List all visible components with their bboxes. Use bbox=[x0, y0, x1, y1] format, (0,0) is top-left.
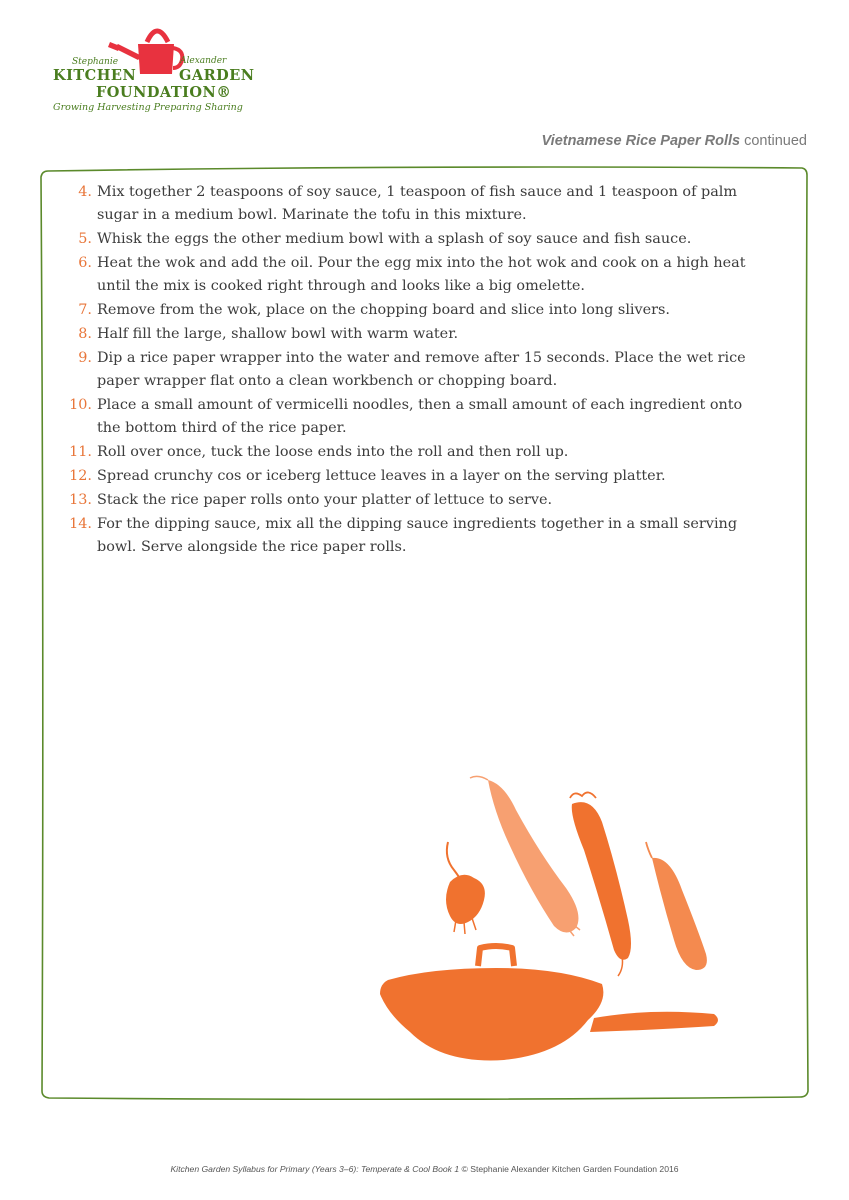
step-item bbox=[58, 347, 758, 393]
step-text: Heat the wok and add the oil. Pour the egg mix into the hot wok and cook on a high heat until the mix is cooked right through and looks like a big omelette. bbox=[97, 255, 746, 294]
step-number: 12. bbox=[69, 468, 92, 484]
page-footer bbox=[0, 1164, 849, 1174]
recipe-title: Vietnamese Rice Paper Rolls bbox=[541, 133, 741, 149]
step-number: 13. bbox=[69, 492, 92, 508]
step-item bbox=[58, 181, 758, 227]
step-text: Half fill the large, shallow bowl with warm water. bbox=[97, 326, 459, 342]
step-text: For the dipping sauce, mix all the dipping sauce ingredients together in a small serving bowl. Serve alongside the rice paper rolls. bbox=[97, 516, 738, 555]
logo-alexander: Alexander bbox=[180, 56, 227, 66]
recipe-continued: continued bbox=[744, 133, 807, 149]
footer-book-title: Kitchen Garden Syllabus for Primary (Years 3–6): Temperate & Cool Book 1 bbox=[170, 1164, 460, 1174]
foundation-logo bbox=[50, 22, 265, 122]
method-steps bbox=[58, 181, 758, 560]
step-text: Dip a rice paper wrapper into the water and remove after 15 seconds. Place the wet rice paper wrapper flat onto a clean workbench or chopping board. bbox=[97, 350, 746, 389]
step-text: Mix together 2 teaspoons of soy sauce, 1 teaspoon of fish sauce and 1 teaspoon of palm sugar in a medium bowl. Marinate the tofu in this mixture. bbox=[97, 184, 738, 223]
daikon-icon bbox=[470, 776, 580, 936]
step-item bbox=[58, 323, 758, 346]
carrot-icon bbox=[570, 792, 631, 976]
logo-tagline: Growing Harvesting Preparing Sharing bbox=[53, 102, 243, 113]
step-number: 8. bbox=[78, 326, 92, 342]
step-item bbox=[58, 228, 758, 251]
step-text: Spread crunchy cos or iceberg lettuce leaves in a layer on the serving platter. bbox=[97, 468, 666, 484]
step-number: 7. bbox=[78, 302, 92, 318]
logo-garden: GARDEN bbox=[179, 67, 255, 84]
step-item bbox=[58, 299, 758, 322]
step-text: Roll over once, tuck the loose ends into the roll and then roll up. bbox=[97, 444, 569, 460]
step-item bbox=[58, 513, 758, 559]
step-item bbox=[58, 394, 758, 440]
step-number: 11. bbox=[69, 444, 92, 460]
step-number: 10. bbox=[69, 397, 92, 413]
wok-icon bbox=[380, 946, 718, 1060]
footer-copyright: © Stephanie Alexander Kitchen Garden Foundation 2016 bbox=[461, 1164, 679, 1174]
step-text: Remove from the wok, place on the chopping board and slice into long slivers. bbox=[97, 302, 671, 318]
logo-kitchen: KITCHEN bbox=[53, 67, 137, 84]
logo-foundation: FOUNDATION® bbox=[96, 84, 232, 101]
step-number: 4. bbox=[78, 184, 92, 200]
step-text: Place a small amount of vermicelli noodles, then a small amount of each ingredient onto the bottom third of the rice paper. bbox=[97, 397, 743, 436]
herb-icon bbox=[446, 842, 485, 934]
step-text: Stack the rice paper rolls onto your platter of lettuce to serve. bbox=[97, 492, 553, 508]
step-text: Whisk the eggs the other medium bowl with a splash of soy sauce and fish sauce. bbox=[97, 231, 692, 247]
step-number: 6. bbox=[78, 255, 92, 271]
step-item bbox=[58, 465, 758, 488]
step-number: 14. bbox=[69, 516, 92, 532]
step-number: 5. bbox=[78, 231, 92, 247]
step-item bbox=[58, 441, 758, 464]
sweet-potato-icon bbox=[646, 842, 707, 970]
logo-stephanie: Stephanie bbox=[72, 57, 119, 67]
wok-and-vegetables-illustration bbox=[370, 770, 730, 1070]
step-item bbox=[58, 489, 758, 512]
recipe-header bbox=[542, 133, 807, 149]
step-item bbox=[58, 252, 758, 298]
step-number: 9. bbox=[78, 350, 92, 366]
